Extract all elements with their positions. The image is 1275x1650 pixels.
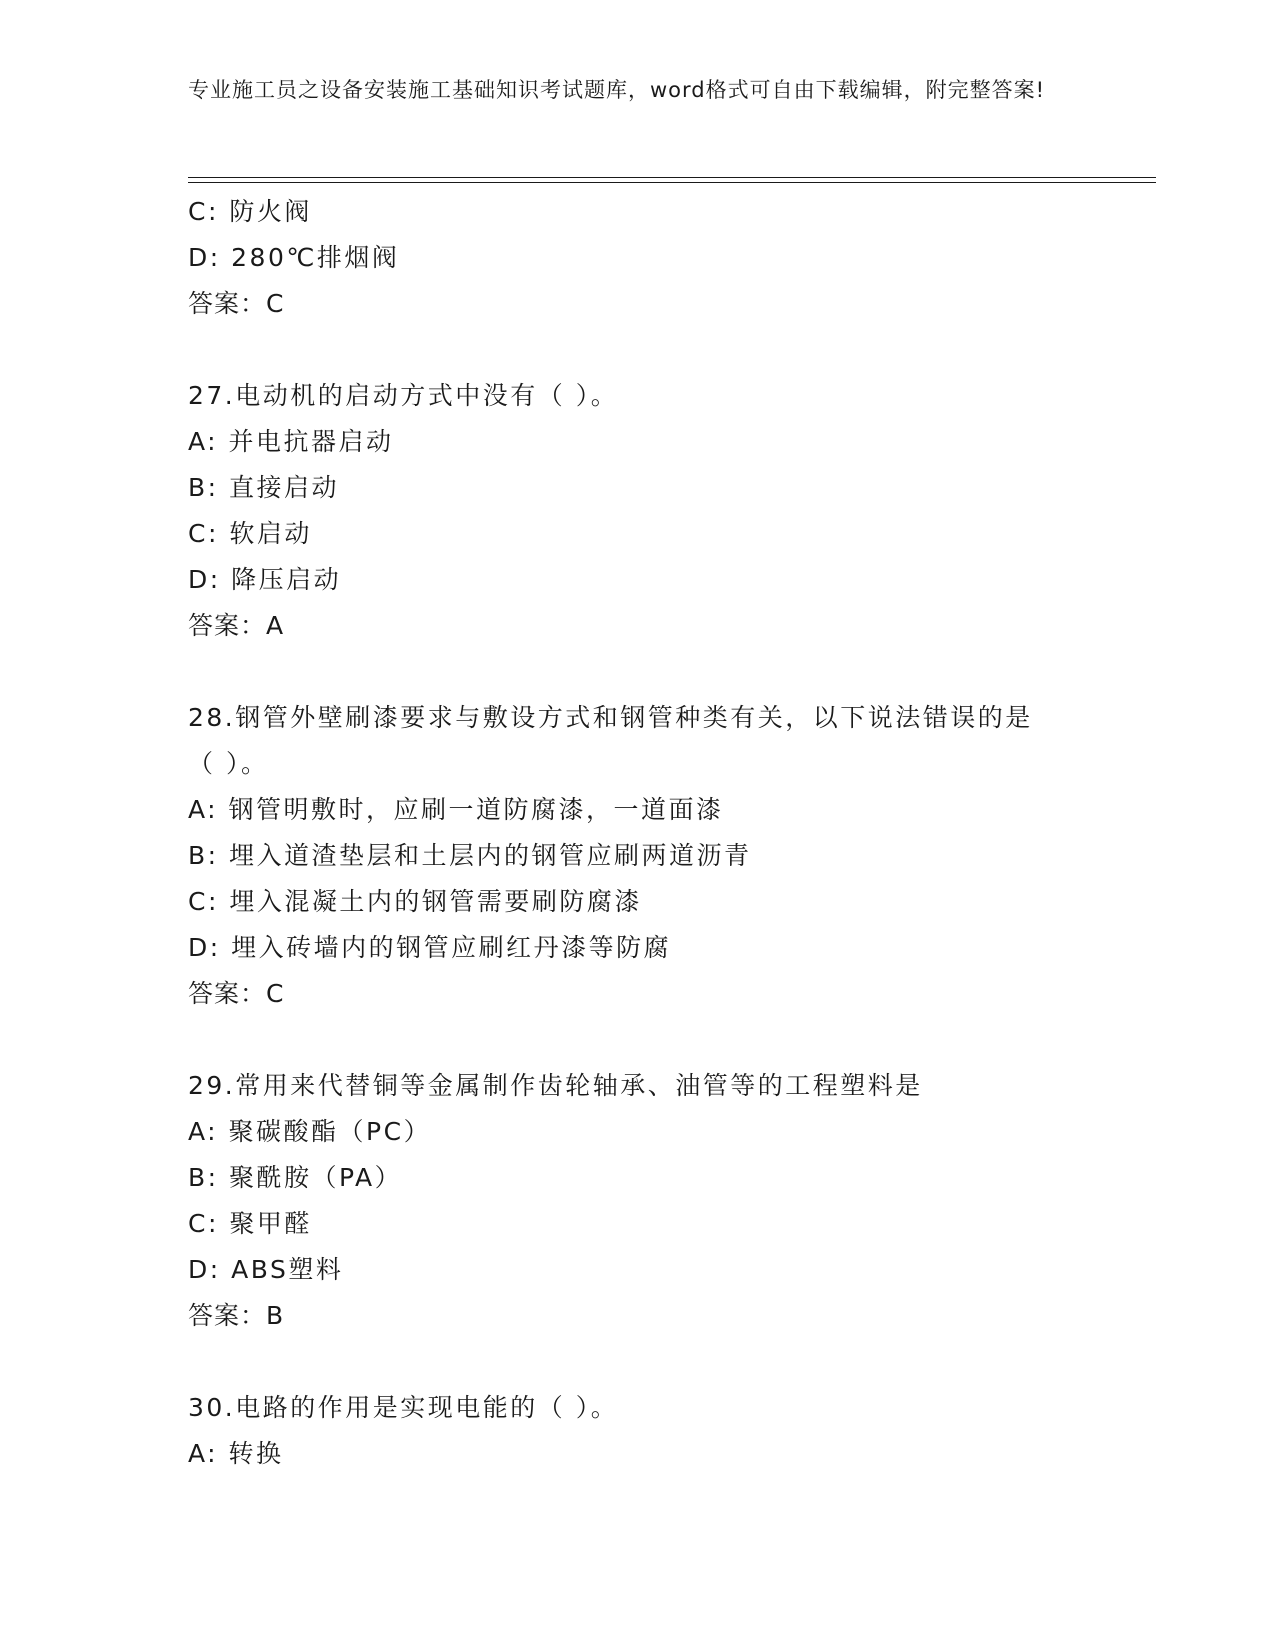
option-text: 聚甲醛 (229, 1209, 312, 1238)
option-label: D: (188, 933, 221, 962)
document-header: 专业施工员之设备安装施工基础知识考试题库，word格式可自由下载编辑，附完整答案! (188, 78, 1046, 102)
option-label: B: (188, 473, 219, 502)
option-d (188, 925, 1148, 971)
option-text: 降压启动 (231, 565, 342, 594)
option-label: B: (188, 1163, 219, 1192)
option-c (188, 1201, 1148, 1247)
header-rule-bottom (188, 182, 1156, 183)
option-label: C: (188, 887, 219, 916)
option-text: 转换 (228, 1439, 284, 1468)
option-b (188, 465, 1148, 511)
option-text: 280℃排烟阀 (231, 243, 400, 272)
option-text: 埋入砖墙内的钢管应刷红丹漆等防腐 (231, 933, 672, 962)
option-text: 聚碳酸酯（PC） (228, 1117, 432, 1146)
option-c (188, 511, 1148, 557)
option-text: ABS塑料 (231, 1255, 344, 1284)
option-label: D: (188, 565, 221, 594)
option-a (188, 1109, 1148, 1155)
option-b (188, 833, 1148, 879)
option-label: D: (188, 1255, 221, 1284)
option-text: 直接启动 (229, 473, 340, 502)
option-text: 钢管明敷时，应刷一道防腐漆，一道面漆 (228, 795, 724, 824)
option-label: A: (188, 427, 219, 456)
option-b (188, 1155, 1148, 1201)
option-label: D: (188, 243, 221, 272)
answer-line: 答案：C (188, 979, 285, 1008)
option-c (188, 189, 1148, 235)
question-stem: 29.常用来代替铜等金属制作齿轮轴承、油管等的工程塑料是 (188, 1071, 923, 1100)
option-a (188, 1431, 1148, 1477)
option-label: A: (188, 1117, 219, 1146)
option-a (188, 419, 1148, 465)
option-a (188, 787, 1148, 833)
option-label: C: (188, 519, 219, 548)
header-rule-top (188, 177, 1156, 178)
option-label: A: (188, 795, 219, 824)
option-text: 聚酰胺（PA） (229, 1163, 403, 1192)
option-c (188, 879, 1148, 925)
option-text: 软启动 (229, 519, 312, 548)
option-text: 埋入道渣垫层和土层内的钢管应刷两道沥青 (229, 841, 752, 870)
option-text: 埋入混凝土内的钢管需要刷防腐漆 (229, 887, 642, 916)
option-label: A: (188, 1439, 219, 1468)
question-stem: 28.钢管外壁刷漆要求与敷设方式和钢管种类有关，以下说法错误的是（ ）。 (188, 703, 1033, 778)
option-d (188, 235, 1148, 281)
option-d (188, 1247, 1148, 1293)
question-stem: 27.电动机的启动方式中没有（ ）。 (188, 381, 619, 410)
option-label: B: (188, 841, 219, 870)
option-text: 并电抗器启动 (228, 427, 394, 456)
answer-line: 答案：B (188, 1301, 285, 1330)
option-d (188, 557, 1148, 603)
question-stem: 30.电路的作用是实现电能的（ ）。 (188, 1393, 619, 1422)
option-text: 防火阀 (229, 197, 312, 226)
question-content (188, 189, 1148, 1477)
option-label: C: (188, 197, 219, 226)
answer-line: 答案：C (188, 289, 285, 318)
option-label: C: (188, 1209, 219, 1238)
answer-line: 答案：A (188, 611, 285, 640)
